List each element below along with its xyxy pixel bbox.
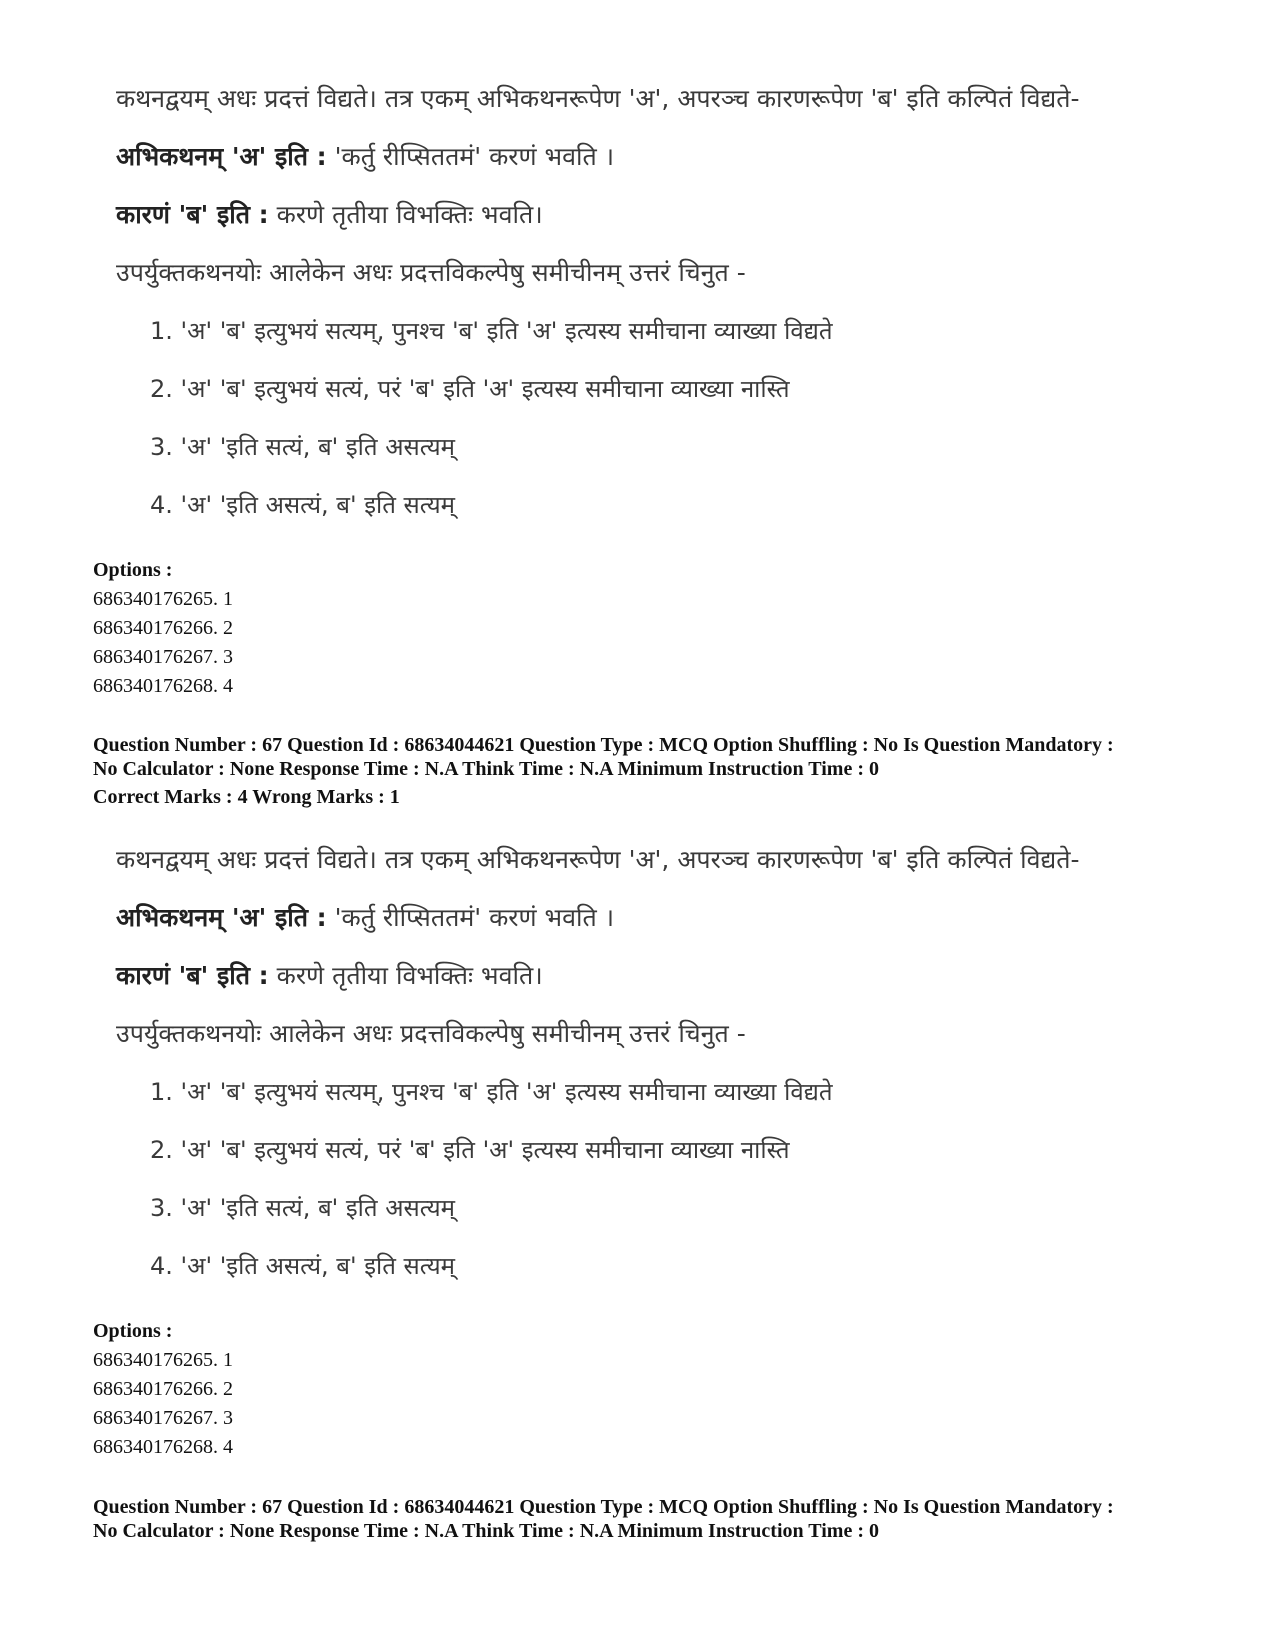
assertion-text: 'कर्तु रीप्सिततमं' करणं भवति । (334, 903, 615, 932)
reason-text: करणे तृतीया विभक्तिः भवति। (276, 961, 543, 990)
question-intro: कथनद्वयम् अधः प्रदत्तं विद्यते। तत्र एकम् अभिकथनरूपेण 'अ', अपरञ्च कारणरूपेण 'ब' इति कल्पितं विद्यते- (116, 845, 1080, 874)
options-label: Options : (93, 1320, 173, 1342)
assertion-line (116, 901, 1236, 959)
options-label: Options : (93, 559, 173, 581)
choice-1: 1. 'अ' 'ब' इत्युभयं सत्यम्, पुनश्च 'ब' इति 'अ' इत्यस्य समीचाना व्याख्या विद्यते (150, 1078, 833, 1106)
reason-label: कारणं 'ब' इति : (116, 200, 269, 229)
meta-line: Correct Marks : 4 Wrong Marks : 1 (93, 786, 400, 808)
reason-line (116, 198, 1236, 256)
assertion-line (116, 140, 1236, 198)
assertion-label: अभिकथनम् 'अ' इति : (116, 142, 327, 171)
choice-4: 4. 'अ' 'इति असत्यं, ब' इति सत्यम् (150, 491, 455, 519)
assertion-text: 'कर्तु रीप्सिततमं' करणं भवति । (334, 142, 615, 171)
question-block-1 (116, 82, 1236, 546)
reason-text: करणे तृतीया विभक्तिः भवति। (276, 200, 543, 229)
choice-3: 3. 'अ' 'इति सत्यं, ब' इति असत्यम् (150, 1194, 455, 1222)
options-list-1 (93, 556, 233, 701)
meta-line: Question Number : 67 Question Id : 68634044621 Question Type : MCQ Option Shuffling : No Is Question Mandatory : (93, 734, 1114, 756)
option-item: 686340176266. 2 (93, 617, 233, 639)
meta-line: No Calculator : None Response Time : N.A Think Time : N.A Minimum Instruction Time : 0 (93, 1520, 879, 1542)
question-meta-2 (93, 1495, 1243, 1543)
question-meta-1 (93, 733, 1243, 809)
choice-4: 4. 'अ' 'इति असत्यं, ब' इति सत्यम् (150, 1252, 455, 1280)
option-item: 686340176268. 4 (93, 675, 233, 697)
option-item: 686340176265. 1 (93, 588, 233, 610)
option-item: 686340176267. 3 (93, 646, 233, 668)
choice-2: 2. 'अ' 'ब' इत्युभयं सत्यं, परं 'ब' इति 'अ' इत्यस्य समीचाना व्याख्या नास्ति (150, 1136, 790, 1164)
question-block-2 (116, 843, 1236, 1307)
reason-line (116, 959, 1236, 1017)
reason-label: कारणं 'ब' इति : (116, 961, 269, 990)
choice-2: 2. 'अ' 'ब' इत्युभयं सत्यं, परं 'ब' इति 'अ' इत्यस्य समीचाना व्याख्या नास्ति (150, 375, 790, 403)
options-list-2 (93, 1317, 233, 1462)
meta-line: Question Number : 67 Question Id : 68634044621 Question Type : MCQ Option Shuffling : No Is Question Mandatory : (93, 1496, 1114, 1518)
question-instruction: उपर्युक्तकथनयोः आलेकेन अधः प्रदत्तविकल्पेषु समीचीनम् उत्तरं चिनुत - (116, 258, 746, 287)
choice-3: 3. 'अ' 'इति सत्यं, ब' इति असत्यम् (150, 433, 455, 461)
meta-line: No Calculator : None Response Time : N.A Think Time : N.A Minimum Instruction Time : 0 (93, 758, 879, 780)
question-instruction: उपर्युक्तकथनयोः आलेकेन अधः प्रदत्तविकल्पेषु समीचीनम् उत्तरं चिनुत - (116, 1019, 746, 1048)
option-item: 686340176265. 1 (93, 1349, 233, 1371)
choice-1: 1. 'अ' 'ब' इत्युभयं सत्यम्, पुनश्च 'ब' इति 'अ' इत्यस्य समीचाना व्याख्या विद्यते (150, 317, 833, 345)
question-intro: कथनद्वयम् अधः प्रदत्तं विद्यते। तत्र एकम् अभिकथनरूपेण 'अ', अपरञ्च कारणरूपेण 'ब' इति कल्पितं विद्यते- (116, 84, 1080, 113)
assertion-label: अभिकथनम् 'अ' इति : (116, 903, 327, 932)
option-item: 686340176268. 4 (93, 1436, 233, 1458)
option-item: 686340176267. 3 (93, 1407, 233, 1429)
option-item: 686340176266. 2 (93, 1378, 233, 1400)
